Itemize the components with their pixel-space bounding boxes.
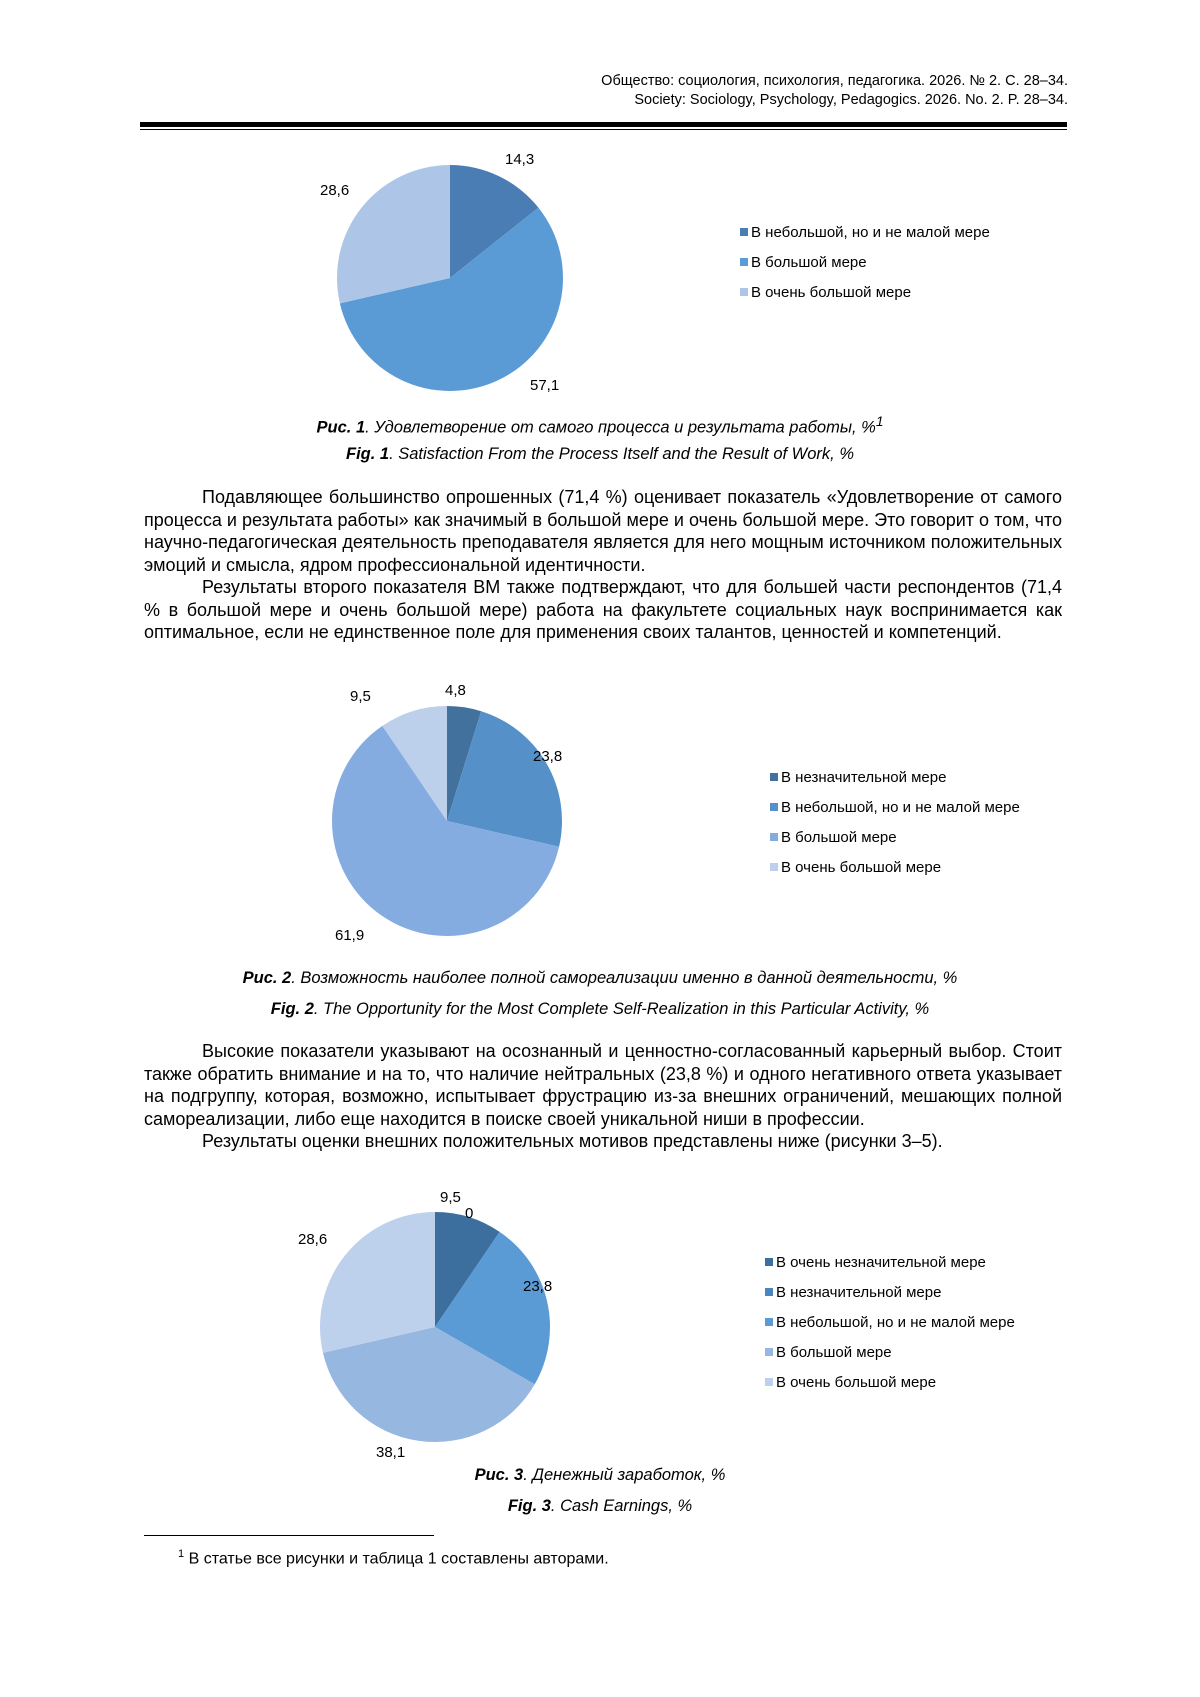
legend-item bbox=[740, 217, 990, 247]
data-label: 23,8 bbox=[533, 748, 563, 765]
figure-2-pie-chart bbox=[300, 680, 600, 950]
data-label: 23,8 bbox=[523, 1278, 553, 1295]
paragraph: Результаты оценки внешних положительных мотивов представлены ниже (рисунки 3–5). bbox=[202, 1131, 943, 1151]
legend-swatch bbox=[770, 833, 778, 841]
data-label: 0 bbox=[465, 1205, 474, 1222]
data-label: 28,6 bbox=[320, 182, 350, 199]
header-rule-thick bbox=[140, 122, 1067, 127]
legend-item bbox=[765, 1367, 1015, 1397]
legend-label: В небольшой, но и не малой мере bbox=[781, 798, 1020, 816]
header-line-ru: Общество: социология, психология, педагогика. 2026. № 2. С. 28–34. bbox=[601, 73, 1068, 89]
data-label: 4,8 bbox=[445, 682, 466, 699]
figure-3-pie-chart bbox=[290, 1185, 590, 1461]
data-label: 28,6 bbox=[298, 1231, 328, 1248]
figure-2-caption-ru: Рис. 2. Возможность наиболее полной самореализации именно в данной деятельности, % bbox=[242, 969, 958, 987]
legend-swatch bbox=[740, 258, 748, 266]
figure-1-caption-ru: Рис. 1. Удовлетворение от самого процесса и результата работы, %$^1$ bbox=[316, 414, 884, 437]
legend-label: В очень большой мере bbox=[781, 858, 942, 876]
legend-label: В небольшой, но и не малой мере bbox=[751, 223, 990, 241]
figure-1-caption-en: Fig. 1. Satisfaction From the Process Itself and the Result of Work, % bbox=[345, 445, 855, 463]
data-label: 38,1 bbox=[376, 1444, 406, 1461]
legend-swatch bbox=[765, 1348, 773, 1356]
legend-swatch bbox=[765, 1258, 773, 1266]
legend-item bbox=[765, 1307, 1015, 1337]
header-line-en: Society: Sociology, Psychology, Pedagogics. 2026. No. 2. P. 28–34. bbox=[634, 92, 1068, 108]
paragraph: Высокие показатели указывают на осознанный и ценностно-согласованный карьерный выбор. Стоит также обратить внимание и на то, что наличие нейтральных (23,8 %) и одного негативного ответа указывает на подгруппу, которая, возможно, испытывает фрустрацию из-за внешних ограничений, мешающих полной самореализации, либо еще находится в поиске своей уникальной ниши в профессии. bbox=[144, 1041, 1062, 1129]
data-label: 61,9 bbox=[335, 927, 365, 944]
data-label: 9,5 bbox=[440, 1189, 461, 1206]
legend-item bbox=[765, 1277, 1015, 1307]
legend-swatch bbox=[765, 1378, 773, 1386]
legend-swatch bbox=[770, 803, 778, 811]
paragraph: Результаты второго показателя ВМ также подтверждают, что для большей части респондентов (71,4 % в большой мере и очень большой мере) работа на факультете социальных наук воспринимается как оптимальное, если не единственное поле для применения своих талантов, ценностей и компетенций. bbox=[144, 577, 1062, 642]
footnote-rule bbox=[144, 1535, 434, 1536]
legend-label: В очень незначительной мере bbox=[776, 1253, 986, 1271]
legend-swatch bbox=[770, 863, 778, 871]
figure-1-legend bbox=[740, 217, 990, 307]
legend-swatch bbox=[765, 1318, 773, 1326]
figure-2-caption-en: Fig. 2. The Opportunity for the Most Complete Self-Realization in this Particular Activity, % bbox=[270, 1000, 930, 1018]
data-label: 57,1 bbox=[530, 377, 560, 394]
legend-label: В большой мере bbox=[776, 1343, 892, 1361]
legend-item bbox=[770, 822, 1020, 852]
paragraph: Подавляющее большинство опрошенных (71,4 %) оценивает показатель «Удовлетворение от самого процесса и результата работы» как значимый в большой мере и очень большой мере. Это говорит о том, что научно-педагогическая деятельность преподавателя является для него мощным источником положительных эмоций и смысла, ядром профессиональной идентичности. bbox=[144, 487, 1062, 575]
legend-swatch bbox=[765, 1288, 773, 1296]
legend-label: В большой мере bbox=[751, 253, 867, 271]
legend-item bbox=[765, 1337, 1015, 1367]
legend-item bbox=[740, 247, 990, 277]
legend-swatch bbox=[740, 228, 748, 236]
legend-label: В незначительной мере bbox=[781, 768, 947, 786]
legend-label: В очень большой мере bbox=[776, 1373, 937, 1391]
running-header bbox=[601, 72, 1068, 110]
footnote: $^1$ В статье все рисунки и таблица 1 составлены авторами. bbox=[178, 1548, 609, 1568]
legend-swatch bbox=[770, 773, 778, 781]
legend-item bbox=[740, 277, 990, 307]
legend-item bbox=[765, 1247, 1015, 1277]
legend-swatch bbox=[740, 288, 748, 296]
figure-3-caption-en: Fig. 3. Cash Earnings, % bbox=[507, 1497, 693, 1515]
legend-label: В большой мере bbox=[781, 828, 897, 846]
legend-item bbox=[770, 762, 1020, 792]
figure-3-legend bbox=[765, 1247, 1015, 1397]
legend-label: В незначительной мере bbox=[776, 1283, 942, 1301]
header-rule-thin bbox=[140, 129, 1067, 130]
legend-item bbox=[770, 792, 1020, 822]
figure-2-legend bbox=[770, 762, 1020, 882]
legend-label: В небольшой, но и не малой мере bbox=[776, 1313, 1015, 1331]
data-label: 9,5 bbox=[350, 688, 371, 705]
figure-1-pie-chart bbox=[300, 150, 600, 400]
data-label: 14,3 bbox=[505, 151, 535, 168]
legend-label: В очень большой мере bbox=[751, 283, 912, 301]
text-block-1 bbox=[144, 486, 1062, 644]
text-block-2 bbox=[144, 1040, 1062, 1153]
figure-3-caption-ru: Рис. 3. Денежный заработок, % bbox=[474, 1466, 726, 1484]
legend-item bbox=[770, 852, 1020, 882]
